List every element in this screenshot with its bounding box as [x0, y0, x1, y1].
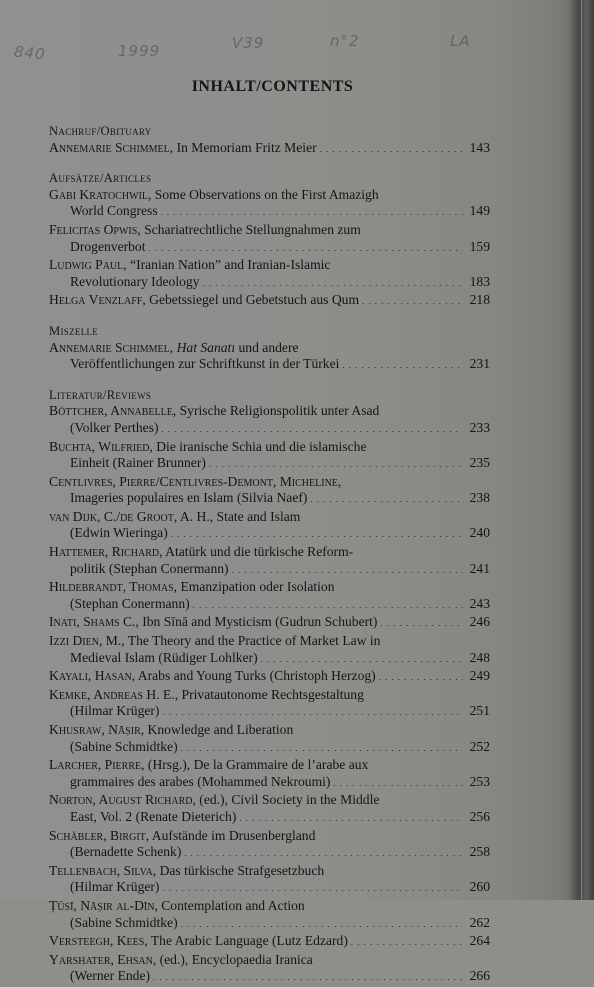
toc-entry — [49, 933, 490, 952]
entry-author: Khusraw, Nāṣir, — [49, 722, 145, 737]
entry-title-cont: politik (Stephan Conermann) — [70, 560, 229, 576]
toc-entry-cont — [49, 203, 490, 222]
toc-entry — [49, 828, 490, 845]
page-number: 238 — [469, 490, 490, 506]
entry-title-cont: Einheit (Rainer Brunner) — [70, 455, 206, 471]
entry-title: Contemplation and Action — [157, 897, 305, 913]
page-number: 264 — [469, 933, 490, 949]
page-number: 218 — [469, 292, 490, 308]
entry-title-cont: East, Vol. 2 (Renate Dieterich) — [70, 808, 237, 824]
toc-entry-cont — [49, 739, 490, 758]
entry-author: Böttcher, Annabelle, — [49, 403, 177, 419]
page-number: 251 — [469, 703, 490, 719]
entry-author: Inati, Shams C., — [49, 614, 139, 630]
entry-title: Arabs and Young Turks (Christoph Herzog) — [135, 668, 376, 684]
toc-entry-cont — [49, 879, 490, 898]
entry-author: Larcher, Pierre, — [49, 757, 145, 773]
section-heading: Nachruf/Obituary — [49, 124, 152, 138]
toc-entry — [49, 952, 490, 969]
entry-author: Versteegh, Kees, — [49, 933, 148, 949]
toc-entry-cont — [49, 844, 490, 863]
toc-entry-cont — [49, 968, 490, 987]
page-number: 143 — [469, 139, 490, 155]
toc-entry-cont — [49, 356, 490, 375]
toc-entry-cont — [49, 239, 490, 258]
table-of-contents — [49, 120, 490, 987]
entry-author: Norton, August Richard, — [49, 792, 196, 808]
entry-title: The Arabic Language (Lutz Edzard) — [147, 933, 348, 949]
pencil-note: 840 — [13, 42, 47, 64]
entry-title: In Memoriam Fritz Meier — [173, 139, 317, 155]
page-number: 233 — [469, 419, 490, 435]
pencil-note: 1999 — [118, 42, 161, 60]
entry-title-cont: (Volker Perthes) — [70, 419, 159, 435]
entry-author: Buchta, Wilfried, — [49, 438, 153, 454]
entry-author: Centlivres, Pierre/Centlivres-Demont, Micheline, — [49, 473, 342, 489]
entry-title: “Iranian Nation” and Iranian-Islamic — [126, 257, 331, 273]
entry-author: Gabi Kratochwil, — [49, 186, 152, 202]
entry-title-cont: World Congress — [70, 203, 158, 219]
toc-entry-cont — [49, 915, 490, 934]
entry-title-cont: Imageries populaires en Islam (Silvia Naef) — [70, 490, 308, 506]
page-number: 240 — [469, 525, 490, 541]
entry-title: Schariatrechtliche Stellungnahmen zum — [140, 221, 361, 237]
page-number: 258 — [469, 844, 490, 860]
toc-entry — [49, 222, 490, 239]
entry-author: Annemarie Schimmel, — [49, 139, 174, 155]
entry-title: Atatürk und die türkische Reform- — [162, 544, 354, 560]
toc-entry-cont — [49, 561, 490, 580]
page-number: 246 — [469, 614, 490, 630]
toc-entry-cont — [49, 455, 490, 474]
page-number: 159 — [469, 238, 490, 254]
entry-author: Schäbler, Birgit, — [49, 827, 150, 843]
entry-title: Syrische Religionspolitik unter Asad — [176, 403, 380, 419]
toc-entry — [49, 792, 490, 809]
entry-title: Gebetssiegel und Gebetstuch aus Qum — [145, 292, 360, 308]
page-number: 253 — [469, 773, 490, 789]
entry-title: Das türkische Strafgesetzbuch — [156, 862, 325, 878]
entry-title-cont: (Hilmar Krüger) — [70, 703, 160, 719]
page-number: 149 — [469, 203, 490, 219]
entry-title-cont: Veröffentlichungen zur Schriftkunst in der Türkei — [70, 356, 340, 372]
toc-entry-cont — [49, 274, 490, 293]
page-number: 248 — [469, 649, 490, 665]
entry-title-italic: Hat Sanatı — [176, 339, 236, 355]
entry-title: Emanzipation oder Isolation — [177, 579, 335, 595]
entry-title: Some Observations on the First Amazigh — [151, 186, 379, 202]
pencil-annotations — [0, 30, 594, 70]
toc-entry-cont — [49, 650, 490, 669]
page-number: 260 — [469, 879, 490, 895]
pencil-note: LA — [450, 32, 471, 50]
entry-title: Die iranische Schia und die islamische — [152, 438, 367, 454]
page-edge-line — [581, 0, 582, 900]
toc-entry-cont — [49, 809, 490, 828]
section-heading: Miszelle — [49, 323, 99, 338]
entry-author: Tellenbach, Silva, — [49, 862, 157, 878]
entry-title: Ibn Sīnā and Mysticism (Gudrun Schubert) — [138, 614, 378, 630]
page-number: 231 — [469, 356, 490, 372]
entry-author: Ludwig Paul, — [49, 257, 127, 273]
toc-entry — [49, 579, 490, 596]
entry-title-cont: grammaires des arabes (Mohammed Nekroumi) — [70, 773, 331, 789]
toc-entry-cont — [49, 596, 490, 615]
page-number: 241 — [469, 560, 490, 576]
page-number: 249 — [469, 668, 490, 684]
toc-entry — [49, 340, 490, 357]
toc-entry — [49, 668, 490, 687]
toc-entry — [49, 509, 490, 526]
toc-entry — [49, 140, 490, 159]
entry-author: Yarshater, Ehsan, — [49, 951, 157, 967]
entry-author: Hattemer, Richard, — [49, 544, 163, 560]
toc-entry-cont — [49, 774, 490, 793]
page-number: 235 — [469, 455, 490, 471]
entry-title: The Theory and the Practice of Market Law in — [124, 633, 381, 649]
entry-author: Felicitas Opwis, — [49, 221, 141, 237]
entry-author: Hildebrandt, Thomas, — [49, 579, 178, 595]
page-number: 256 — [469, 808, 490, 824]
entry-title: (ed.), Encyclopaedia Iranica — [156, 951, 313, 967]
entry-title: Knowledge and Liberation — [144, 722, 294, 737]
entry-author: Ṭūsī, Nāṣir al-Dīn, — [49, 897, 158, 913]
entry-title: (ed.), Civil Society in the Middle — [195, 792, 380, 808]
toc-entry — [49, 292, 490, 311]
pencil-note: V39 — [232, 34, 265, 52]
toc-entry — [49, 257, 490, 274]
toc-entry — [49, 403, 490, 420]
page-number: 266 — [469, 968, 490, 984]
section-heading: Literatur/Reviews — [49, 387, 152, 402]
toc-entry — [49, 187, 490, 204]
entry-title-cont: (Hilmar Krüger) — [70, 879, 160, 895]
entry-title-cont: (Bernadette Schenk) — [70, 844, 182, 860]
entry-title-cont: (Sabine Schmidtke) — [70, 914, 178, 930]
entry-title-cont: (Werner Ende) — [70, 968, 151, 984]
page-number: 262 — [469, 914, 490, 930]
toc-entry-cont — [49, 420, 490, 439]
entry-author: Kayali, Hasan, — [49, 668, 136, 684]
page-title: INHALT/CONTENTS — [191, 78, 354, 95]
pencil-note: n°2 — [330, 32, 360, 50]
entry-title: Aufstände im Drusenbergland — [149, 827, 316, 843]
entry-author: Kemke, Andreas H. E., — [49, 686, 179, 702]
toc-entry-cont — [49, 525, 490, 544]
entry-title-cont: (Edwin Wieringa) — [70, 525, 168, 541]
entry-title-cont: (Sabine Schmidtke) — [70, 738, 178, 754]
toc-entry — [49, 757, 490, 774]
entry-author: van Dijk, C./de Groot, A. H., — [49, 508, 214, 524]
toc-entry — [49, 614, 490, 633]
toc-entry-cont — [49, 703, 490, 722]
entry-title: (Hrsg.), De la Grammaire de l’arabe aux — [144, 757, 369, 773]
entry-title-cont: Drogenverbot — [70, 238, 146, 254]
entry-title: und andere — [235, 339, 299, 355]
reviews-list — [49, 403, 490, 987]
entry-title: State and Islam — [213, 508, 301, 524]
toc-entry — [49, 687, 490, 704]
entry-author: Helga Venzlaff, — [49, 292, 146, 308]
toc-entry — [49, 722, 490, 739]
toc-entry — [49, 474, 490, 491]
page-number: 243 — [469, 595, 490, 611]
toc-entry — [49, 439, 490, 456]
toc-entry — [49, 544, 490, 561]
entry-author: Izzi Dien, M., — [49, 633, 125, 649]
entry-title-cont: Medieval Islam (Rüdiger Lohlker) — [70, 649, 258, 665]
toc-entry — [49, 633, 490, 650]
page-number: 183 — [469, 273, 490, 289]
toc-entry — [49, 863, 490, 880]
section-heading: Aufsätze/Articles — [49, 171, 152, 186]
entry-title-cont: (Stephan Conermann) — [70, 595, 190, 611]
page-number: 252 — [469, 738, 490, 754]
toc-entry — [49, 898, 490, 915]
entry-author: Annemarie Schimmel, — [49, 339, 174, 355]
toc-entry-cont — [49, 490, 490, 509]
entry-title-cont: Revolutionary Ideology — [70, 273, 200, 289]
entry-title: Privatautonome Rechtsgestaltung — [178, 686, 364, 702]
